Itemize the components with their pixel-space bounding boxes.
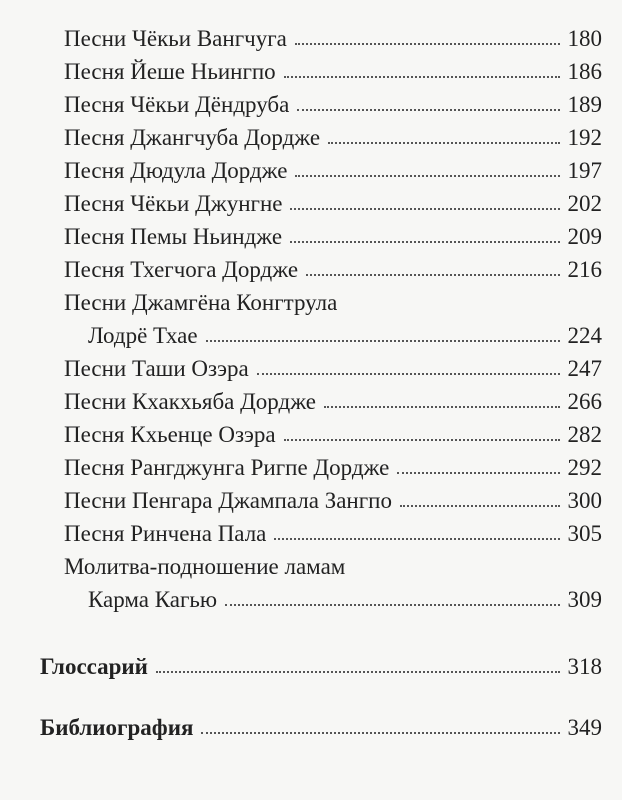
entry-title: Песня Пемы Ньиндже xyxy=(64,224,283,249)
dot-leader xyxy=(290,208,559,210)
toc-entry xyxy=(0,84,602,116)
dot-leader xyxy=(290,241,559,243)
toc-entry xyxy=(0,117,602,149)
entry-page: 266 xyxy=(567,389,602,414)
entry-title: Песня Йеше Ньингпо xyxy=(64,59,276,84)
dot-leader xyxy=(225,604,559,606)
dot-leader xyxy=(306,274,559,276)
entry-page: 292 xyxy=(567,455,602,480)
toc-entry xyxy=(0,249,602,281)
toc-section xyxy=(0,646,602,678)
entry-title: Песни Пенгара Джампала Зангпо xyxy=(64,488,392,513)
dot-leader xyxy=(295,175,559,177)
entry-page: 189 xyxy=(567,92,602,117)
toc-entry-first-line xyxy=(0,282,602,314)
entry-page: 305 xyxy=(567,521,602,546)
dot-leader xyxy=(297,109,559,111)
toc-entry xyxy=(0,513,602,545)
dot-leader xyxy=(257,373,560,375)
entry-title: Песня Тхегчога Дордже xyxy=(64,257,299,282)
entry-title: Песня Дюдула Дордже xyxy=(64,158,288,183)
toc-entry-first-line xyxy=(0,546,602,578)
toc-entry xyxy=(0,381,602,413)
toc-entry xyxy=(0,348,602,380)
dot-leader xyxy=(274,538,559,540)
toc-entry xyxy=(0,51,602,83)
entry-title: Песня Кхьенце Озэра xyxy=(64,422,276,447)
entry-title: Песня Рангджунга Ригпе Дордже xyxy=(64,455,390,480)
dot-leader xyxy=(201,732,559,734)
toc-entry xyxy=(0,447,602,479)
entry-page: 180 xyxy=(567,26,602,51)
toc-entry xyxy=(0,18,602,50)
entry-title: Молитва-подношение ламам xyxy=(64,554,346,579)
toc-entry xyxy=(0,414,602,446)
dot-leader xyxy=(156,671,560,673)
toc-entry xyxy=(0,150,602,182)
entry-title: Песни Чёкьи Вангчуга xyxy=(64,26,287,51)
section-title: Библиография xyxy=(40,715,194,740)
entry-page: 224 xyxy=(567,323,602,348)
dot-leader xyxy=(206,340,560,342)
entry-page: 216 xyxy=(567,257,602,282)
toc-entry xyxy=(0,579,602,611)
section-title: Глоссарий xyxy=(40,654,148,679)
dot-leader xyxy=(400,505,560,507)
section-page: 349 xyxy=(567,715,602,740)
entry-page: 282 xyxy=(567,422,602,447)
dot-leader xyxy=(284,439,560,441)
dot-leader xyxy=(295,43,560,45)
dot-leader xyxy=(328,142,559,144)
dot-leader xyxy=(397,472,559,474)
dot-leader xyxy=(284,76,560,78)
entry-page: 300 xyxy=(567,488,602,513)
entry-page: 209 xyxy=(567,224,602,249)
entry-page: 202 xyxy=(567,191,602,216)
section-page: 318 xyxy=(567,654,602,679)
entry-title: Песня Чёкьи Дёндруба xyxy=(64,92,290,117)
entry-page: 247 xyxy=(567,356,602,381)
dot-leader xyxy=(324,406,559,408)
toc-entry xyxy=(0,183,602,215)
entry-page: 309 xyxy=(567,587,602,612)
entry-title: Песни Таши Озэра xyxy=(64,356,249,381)
entry-title: Песня Ринчена Пала xyxy=(64,521,267,546)
toc-entry xyxy=(0,216,602,248)
entry-page: 197 xyxy=(567,158,602,183)
entry-title: Песня Джангчуба Дордже xyxy=(64,125,321,150)
entry-title-continuation: Лодрё Тхае xyxy=(88,323,198,348)
entry-title-continuation: Карма Кагью xyxy=(88,587,218,612)
entry-title: Песни Кхакхьяба Дордже xyxy=(64,389,317,414)
entry-title: Песни Джамгёна Конгтрула xyxy=(64,290,338,315)
entry-page: 192 xyxy=(567,125,602,150)
entry-title: Песня Чёкьи Джунгне xyxy=(64,191,283,216)
toc-section xyxy=(0,707,602,739)
entry-page: 186 xyxy=(567,59,602,84)
toc-entry xyxy=(0,480,602,512)
toc-entry xyxy=(0,315,602,347)
